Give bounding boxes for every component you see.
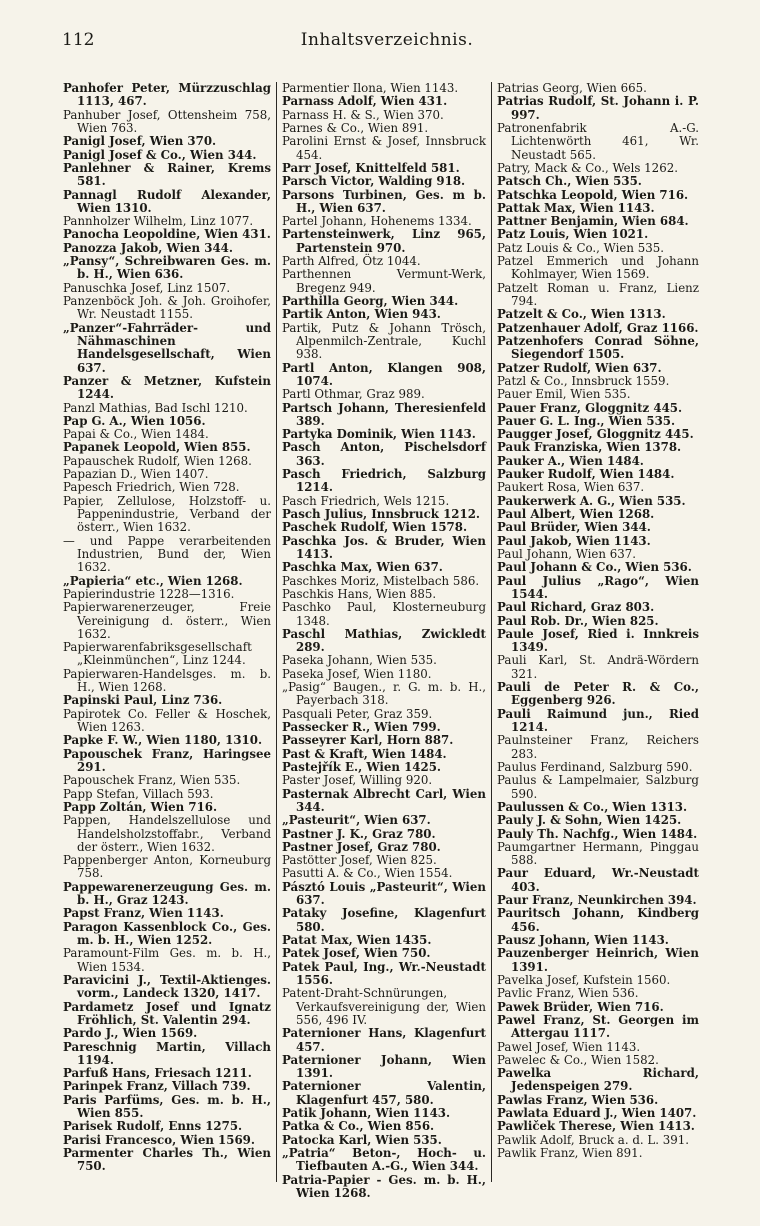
index-entry: Pattner Benjamin, Wien 684. [497,214,689,229]
index-entry: Patzelt & Co., Wien 1313. [497,307,666,322]
index-entry: Paul Albert, Wien 1268. [497,507,655,521]
page-header [62,30,712,60]
index-entry: Papierwarenerzeuger, Freie Vereinigung d. österr., Wien 1632. [63,600,271,641]
index-entry: Parisek Rudolf, Enns 1275. [63,1119,243,1134]
index-entry: Parnass H. & S., Wien 370. [282,107,444,122]
index-entry: Pasternak Albrecht Carl, Wien 344. [282,786,486,814]
index-entry: Papirotek Co. Feller & Hoschek, Wien 1263. [63,706,271,734]
index-entry: Pauli Raimund jun., Ried 1214. [497,706,699,734]
index-column-2 [282,82,486,1200]
index-entry: Pawel Josef, Wien 1143. [497,1039,641,1054]
index-entry: Paulnsteiner Franz, Reichers 283. [497,733,699,761]
index-entry: Paramount-Film Ges. m. b. H., Wien 1534. [63,946,271,974]
index-entry: Patzel Emmerich und Johann Kohlmayer, Wien 1569. [497,254,699,282]
index-entry: Paseka Johann, Wien 535. [282,653,437,668]
index-entry: Papazian D., Wien 1407. [63,467,209,482]
index-entry: Paschko Paul, Klosterneuburg 1348. [282,600,486,628]
index-entry: Panuschka Josef, Linz 1507. [63,280,231,295]
index-entry: Pannagl Rudolf Alexander, Wien 1310. [63,187,271,215]
index-entry: Parthilla Georg, Wien 344. [282,294,459,308]
index-entry: Papst Franz, Wien 1143. [63,906,224,921]
index-entry: Patronenfabrik A.-G. Lichtenwörth 461, Wr. Neustadt 565. [497,120,699,162]
index-entry: Panigl Josef, Wien 370. [63,134,217,149]
index-entry: Panzl Mathias, Bad Ischl 1210. [63,400,248,415]
column-divider [491,82,492,1182]
index-entry: Pauer G. L. Ing., Wien 535. [497,413,676,428]
index-entry: Patik Johann, Wien 1143. [282,1106,451,1121]
index-entry: Paul Jakob, Wien 1143. [497,533,651,548]
index-entry: Pasch Anton, Pischelsdorf 363. [282,440,486,468]
index-entry: Pastner J. K., Graz 780. [282,826,436,841]
index-entry: Paul Johann, Wien 637. [497,546,637,561]
index-entry: Pauritsch Johann, Kindberg 456. [497,906,699,934]
index-entry: Panhofer Peter, Mürzzuschlag 1113, 467. [63,81,271,109]
index-entry: Pauer Emil, Wien 535. [497,387,631,402]
index-entry: Parmentier Ilona, Wien 1143. [282,81,459,95]
index-entry: „Panzer“-Fahrräder- und Nähmaschinen Handelsgesellschaft, Wien 637. [63,320,271,375]
index-entry: Patrias Rudolf, St. Johann i. P. 997. [497,94,699,122]
index-entry: Pannholzer Wilhelm, Linz 1077. [63,214,254,229]
index-entry: — und Pappe verarbeitenden Industrien, Bund der, Wien 1632. [63,533,271,575]
index-entry: Parnass Adolf, Wien 431. [282,94,448,109]
index-entry: Partik Anton, Wien 943. [282,307,441,322]
index-entry: Patek Josef, Wien 750. [282,946,431,961]
index-entry: Parolini Ernst & Josef, Innsbruck 454. [282,134,486,162]
index-entry: Patz Louis, Wien 1021. [497,227,649,242]
index-entry: Partl Anton, Klangen 908, 1074. [282,360,486,388]
index-entry: Parsons Turbinen, Ges. m b. H., Wien 637. [282,187,486,215]
index-entry: Partsch Johann, Theresienfeld 389. [282,400,486,428]
index-entry: Parisi Francesco, Wien 1569. [63,1132,255,1147]
index-entry: Patrias Georg, Wien 665. [497,81,647,95]
index-entry: Patschka Leopold, Wien 716. [497,187,689,202]
index-entry: Patzer Rudolf, Wien 637. [497,360,662,375]
index-entry: Paukert Rosa, Wien 637. [497,480,645,495]
index-entry: Pauli Karl, St. Andrä-Wördern 321. [497,653,699,681]
index-entry: Patent-Draht-Schnürungen, Verkaufsvereinigung der, Wien 556, 496 IV. [282,986,486,1027]
index-entry: Paul Brüder, Wien 344. [497,520,651,535]
index-entry: Paur Franz, Neunkirchen 394. [497,893,697,908]
index-entry: Patek Paul, Ing., Wr.-Neustadt 1556. [282,959,486,987]
index-entry: Pasutti A. & Co., Wien 1554. [282,866,453,881]
index-entry: Parr Josef, Knittelfeld 581. [282,160,460,175]
index-entry: Pawlik Adolf, Bruck a. d. L. 391. [497,1132,689,1147]
index-entry: Papke F. W., Wien 1180, 1310. [63,733,263,748]
index-entry: Pappen, Handelszellulose und Handelsholzstoffabr., Verband der österr., Wien 1632. [63,813,271,854]
index-entry: Paragon Kassenblock Co., Ges. m. b. H., Wien 1252. [63,919,271,947]
index-entry: Paschek Rudolf, Wien 1578. [282,520,468,535]
index-entry: Pauzenberger Heinrich, Wien 1391. [497,946,699,974]
index-entry: Paschkes Moriz, Mistelbach 586. [282,573,480,588]
index-entry: Papanek Leopold, Wien 855. [63,440,251,455]
index-entry: Parmenter Charles Th., Wien 750. [63,1146,271,1174]
index-entry: Passecker R., Wien 799. [282,720,441,734]
index-entry: Pasch Friedrich, Wels 1215. [282,493,450,508]
index-entry: Pappenberger Anton, Korneuburg 758. [63,853,271,881]
index-entry: Parnes & Co., Wien 891. [282,120,429,135]
index-entry: Paulus Ferdinand, Salzburg 590. [497,759,693,774]
index-entry: Patka & Co., Wien 856. [282,1119,435,1134]
index-entry: Patzl & Co., Innsbruck 1559. [497,373,670,388]
index-entry: Pawlas Franz, Wien 536. [497,1092,659,1107]
index-entry: Panzenböck Joh. & Joh. Groihofer, Wr. Neustadt 1155. [63,294,271,322]
index-entry: Partyka Dominik, Wien 1143. [282,427,476,442]
index-entry: Panzer & Metzner, Kufstein 1244. [63,373,271,402]
index-entry: Patria-Papier - Ges. m. b. H., Wien 1268. [282,1172,486,1200]
index-entry: Paschka Jos. & Bruder, Wien 1413. [282,533,486,561]
index-entry: Passeyrer Karl, Horn 887. [282,733,454,748]
index-entry: Patry, Mack & Co., Wels 1262. [497,160,678,175]
index-entry: Papesch Friedrich, Wien 728. [63,480,240,495]
index-entry: Pasch Friedrich, Salzburg 1214. [282,467,486,495]
index-entry: „Patria“ Beton-, Hoch- u. Tiefbauten A.-G., Wien 344. [282,1146,486,1174]
index-entry: Patsch Ch., Wien 535. [497,174,642,189]
index-entry: Patzenhauer Adolf, Graz 1166. [497,320,699,335]
index-entry: Paugger Josef, Gloggnitz 445. [497,427,694,442]
index-entry: Parinpek Franz, Villach 739. [63,1079,251,1094]
index-entry: Paul Richard, Graz 803. [497,600,655,615]
index-entry: Pasch Julius, Innsbruck 1212. [282,507,481,521]
index-entry: Panigl Josef & Co., Wien 344. [63,147,257,162]
index-entry: Pardo J., Wien 1569. [63,1026,198,1041]
index-entry: Paul Johann & Co., Wien 536. [497,560,692,575]
index-entry: Panocha Leopoldine, Wien 431. [63,227,271,242]
index-entry: „Papieria“ etc., Wien 1268. [63,573,243,588]
index-entry: Paseka Josef, Wien 1180. [282,666,432,681]
index-entry: Pattak Max, Wien 1143. [497,200,655,215]
index-entry: Patzenhofers Conrad Söhne, Siegendorf 1505. [497,333,699,362]
index-entry: „Pansy“, Schreibwaren Ges. m. b. H., Wien 636. [63,254,271,282]
index-entry: Pawek Brüder, Wien 716. [497,999,664,1014]
index-entry: Pauly J. & Sohn, Wien 1425. [497,813,682,828]
index-entry: Pastner Josef, Graz 780. [282,839,441,854]
index-entry: Pawelec & Co., Wien 1582. [497,1052,659,1067]
index-entry: Paternioner Hans, Klagenfurt 457. [282,1026,486,1054]
index-entry: Paschka Max, Wien 637. [282,560,443,575]
index-entry: Pauker A., Wien 1484. [497,453,644,468]
index-entry: Pawelka Richard, Jedenspeigen 279. [497,1066,699,1094]
index-entry: Paur Eduard, Wr.-Neustadt 403. [497,866,699,894]
index-column-3 [497,82,699,1160]
index-entry: Papouschek Franz, Haringsee 291. [63,746,271,774]
index-entry: Paumgartner Hermann, Pinggau 588. [497,839,699,868]
index-entry: Partensteinwerk, Linz 965, Partenstein 970. [282,227,486,255]
index-entry: Papierindustrie 1228—1316. [63,586,235,601]
index-entry: Pavlic Franz, Wien 536. [497,986,639,1001]
index-entry: Partik, Putz & Johann Trösch, Alpenmilch-Zentrale, Kuchl 938. [282,320,486,362]
index-entry: Panozza Jakob, Wien 344. [63,240,233,255]
index-entry: Papierwarenfabriksgesellschaft „Kleinmünchen“, Linz 1244. [63,640,252,668]
index-entry: „Pasteurit“, Wien 637. [282,813,431,828]
index-entry: Paul Julius „Rago“, Wien 1544. [497,573,699,601]
index-entry: Pasquali Peter, Graz 359. [282,706,433,721]
index-entry: Pausz Johann, Wien 1143. [497,933,669,947]
index-entry: Pásztó Louis „Pasteurit“, Wien 637. [282,879,486,908]
index-entry: Pawlata Eduard J., Wien 1407. [497,1106,697,1121]
index-entry: Pauker Rudolf, Wien 1484. [497,467,675,482]
index-entry: Paulus & Lampelmaier, Salzburg 590. [497,773,699,801]
index-entry: Paster Josef, Willing 920. [282,773,433,788]
index-entry: Parthennen Vermunt-Werk, Bregenz 949. [282,267,486,295]
index-entry: Patat Max, Wien 1435. [282,933,432,947]
index-entry: Pauk Franziska, Wien 1378. [497,440,682,455]
index-entry: Pauly Th. Nachfg., Wien 1484. [497,826,698,841]
index-entry: Paul Rob. Dr., Wien 825. [497,613,659,628]
index-entry: Paule Josef, Ried i. Innkreis 1349. [497,626,699,655]
index-entry: Panhuber Josef, Ottensheim 758, Wien 763. [63,107,271,135]
page-title: Inhaltsverzeichnis. [300,30,474,50]
index-entry: Parfuß Hans, Friesach 1211. [63,1066,252,1081]
index-entry: Paschl Mathias, Zwickledt 289. [282,626,486,655]
index-entry: Papp Stefan, Villach 593. [63,786,214,801]
index-entry: Pauli de Peter R. & Co., Eggenberg 926. [497,680,699,708]
index-entry: Pawel Franz, St. Georgen im Attergau 1117. [497,1012,699,1041]
index-entry: Papp Zoltán, Wien 716. [63,799,218,814]
index-entry: Patocka Karl, Wien 535. [282,1132,442,1147]
index-entry: Pappewarenerzeugung Ges. m. b. H., Graz 1243. [63,879,271,908]
index-entry: Pataky Josefine, Klagenfurt 580. [282,906,486,934]
index-entry: Paukerwerk A. G., Wien 535. [497,493,686,508]
index-entry: Parth Alfred, Ötz 1044. [282,254,421,269]
page-number: 112 [62,30,95,50]
index-entry: Paschkis Hans, Wien 885. [282,586,437,601]
index-entry: Patz Louis & Co., Wien 535. [497,240,664,255]
index-entry: Pawlik Franz, Wien 891. [497,1146,643,1160]
index-entry: Pastötter Josef, Wien 825. [282,853,437,868]
index-entry: Parsch Victor, Walding 918. [282,174,466,189]
index-entry: Papinski Paul, Linz 736. [63,693,223,708]
index-entry: Pawliček Therese, Wien 1413. [497,1119,695,1134]
index-entry: Papouschek Franz, Wien 535. [63,773,241,788]
index-entry: Pardametz Josef und Ignatz Fröhlich, St. Valentin 294. [63,999,271,1027]
index-entry: Pavelka Josef, Kufstein 1560. [497,972,671,987]
index-entry: Past & Kraft, Wien 1484. [282,746,447,761]
index-entry: „Pasig“ Baugen., r. G. m. b. H., Payerbach 318. [282,680,486,708]
index-entry: Pastejřík E., Wien 1425. [282,759,442,774]
index-entry: Pareschnig Martin, Villach 1194. [63,1039,271,1067]
index-entry: Paternioner Valentin, Klagenfurt 457, 580. [282,1079,486,1107]
column-divider [276,82,277,1182]
index-entry: Pauer Franz, Gloggnitz 445. [497,400,683,415]
index-entry: Paulussen & Co., Wien 1313. [497,799,688,814]
index-column-1 [63,82,271,1174]
index-entry: Patzelt Roman u. Franz, Lienz 794. [497,280,699,308]
index-entry: Paternioner Johann, Wien 1391. [282,1052,486,1081]
index-entry: Papierwaren-Handelsges. m. b. H., Wien 1268. [63,666,271,695]
index-entry: Papier, Zellulose, Holzstoff- u. Pappenindustrie, Verband der österr., Wien 1632. [63,493,271,535]
index-entry: Panlehner & Rainer, Krems 581. [63,160,271,189]
index-entry: Partel Johann, Hohenems 1334. [282,214,472,229]
index-entry: Paravicini J., Textil-Aktienges. vorm., Landeck 1320, 1417. [63,972,271,1001]
index-entry: Pap G. A., Wien 1056. [63,413,206,428]
index-entry: Papai & Co., Wien 1484. [63,427,209,442]
index-entry: Paris Parfüms, Ges. m. b. H., Wien 855. [63,1092,271,1121]
index-entry: Partl Othmar, Graz 989. [282,387,425,402]
index-entry: Papauschek Rudolf, Wien 1268. [63,453,252,468]
